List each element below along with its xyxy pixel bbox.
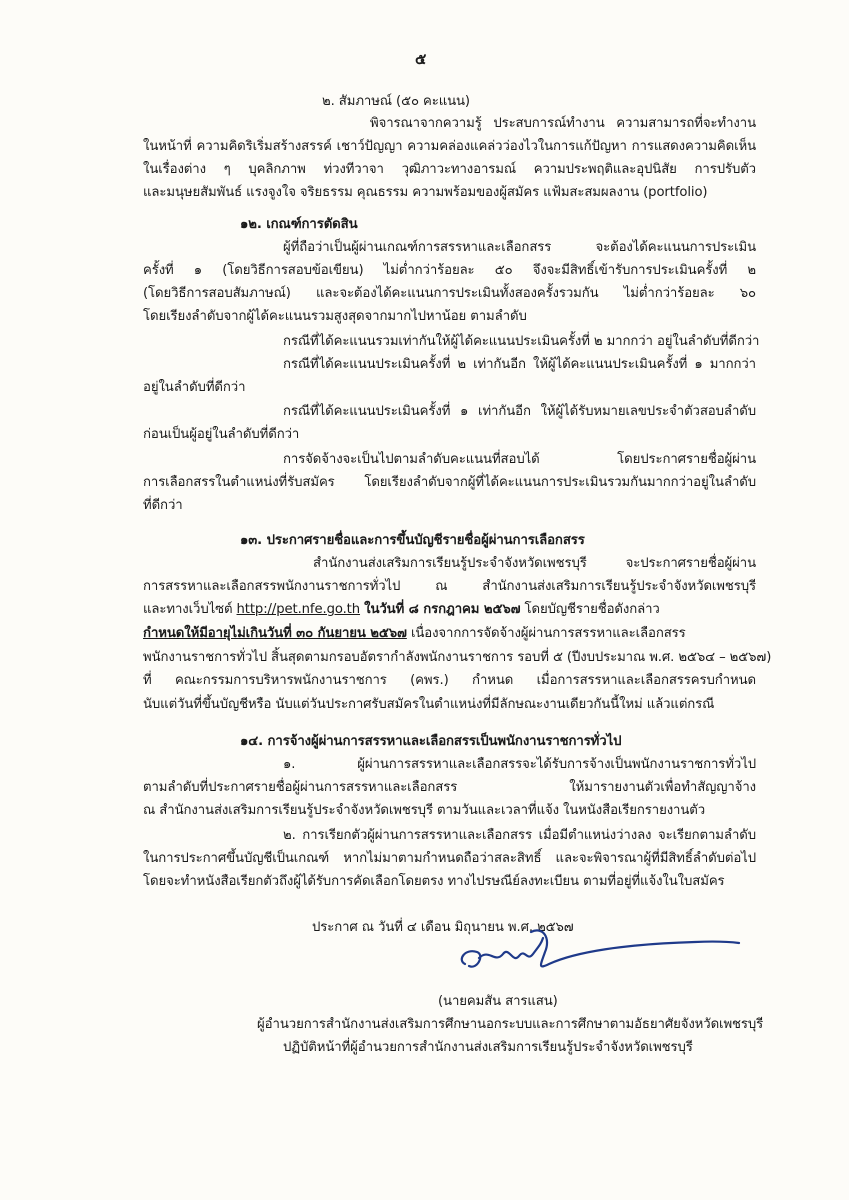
section-12-line-9: ก่อนเป็นผู้อยู่ในลำดับที่ดีกว่า [143,427,300,442]
page-number: ๕ [415,50,427,68]
interview-heading: ๒. สัมภาษณ์ (๕๐ คะแนน) [322,94,470,109]
validity-deadline: กำหนดให้มีอายุไม่เกินวันที่ ๓๐ กันยายน ๒๕๖๗ [143,626,407,641]
section-13-line-3 [143,599,660,621]
interview-line-2: ในหน้าที่ ความคิดริเริ่มสร้างสรรค์ เชาว์ปัญญา ความคล่องแคล่วว่องไวในการแก้ปัญหา การแสดงความคิดเห็น [143,139,756,154]
section-12-line-2: ครั้งที่ ๑ (โดยวิธีการสอบข้อเขียน) ไม่ต่ำกว่าร้อยละ ๕๐ จึงจะมีสิทธิ์เข้ารับการประเมินครั้งที่ ๒ [143,263,756,278]
section-12-line-11: การเลือกสรรในตำแหน่งที่รับสมัคร โดยเรียงลำดับจากผู้ที่ได้คะแนนการประเมินรวมกันมากกว่าอยู่ในลำดับ [143,475,756,490]
section-12-line-4: โดยเรียงลำดับจากผู้ได้คะแนนรวมสูงสุดจากมากไปหาน้อย ตามลำดับ [143,309,527,324]
signer-title-line-2: ปฏิบัติหน้าที่ผู้อำนวยการสำนักงานส่งเสริมการเรียนรู้ประจำจังหวัดเพชรบุรี [283,1040,693,1055]
section-14-line-4: ๒. การเรียกตัวผู้ผ่านการสรรหาและเลือกสรร เมื่อมีตำแหน่งว่างลง จะเรียกตามลำดับ [283,828,756,843]
section-12-line-12: ที่ดีกว่า [143,498,183,513]
interview-line-3: ในเรื่องต่าง ๆ บุคลิกภาพ ท่วงทีวาจา วุฒิภาวะทางอารมณ์ ความประพฤติและอุปนิสัย การปรับตัว [143,162,756,177]
section-14-line-1: ๑. ผู้ผ่านการสรรหาและเลือกสรรจะได้รับการจ้างเป็นพนักงานราชการทั่วไป [283,757,756,772]
announce-date: ในวันที่ ๘ กรกฎาคม ๒๕๖๗ [364,602,521,617]
section-13-line-1: สำนักงานส่งเสริมการเรียนรู้ประจำจังหวัดเพชรบุรี จะประกาศรายชื่อผู้ผ่าน [313,556,756,571]
signer-name: (นายคมสัน สารแสน) [438,994,558,1009]
section-12-line-5: กรณีที่ได้คะแนนรวมเท่ากันให้ผู้ได้คะแนนประเมินครั้งที่ ๒ มากกว่า อยู่ในลำดับที่ดีกว่า [283,334,760,349]
section-13-line-7: นับแต่วันที่ขึ้นบัญชีหรือ นับแต่วันประกาศรับสมัครในตำแหน่งที่มีลักษณะงานเดียวกันนี้ใหม่ แล้วแต่กรณี [143,697,715,712]
interview-line-1: พิจารณาจากความรู้ ประสบการณ์ทำงาน ความสามารถที่จะทำงาน [370,116,756,131]
section-13-line-2: การสรรหาและเลือกสรรพนักงานราชการทั่วไป ณ สำนักงานส่งเสริมการเรียนรู้ประจำจังหวัดเพชรบุรี [143,579,756,594]
website-suffix: โดยบัญชีรายชื่อดังกล่าว [524,602,660,617]
section-14-line-6: โดยจะทำหนังสือเรียกตัวถึงผู้ได้รับการคัดเลือกโดยตรง ทางไปรษณีย์ลงทะเบียน ตามที่อยู่ที่แจ้งในใบสมัคร [143,874,725,889]
section-13-line-6: ที่ คณะกรรมการบริหารพนักงานราชการ (คพร.) กำหนด เมื่อการสรรหาและเลือกสรรครบกำหนด [143,673,756,688]
section-12-line-7: อยู่ในลำดับที่ดีกว่า [143,380,246,395]
section-12-heading: ๑๒. เกณฑ์การตัดสิน [240,217,358,232]
section-14-line-2: ตามลำดับที่ประกาศรายชื่อผู้ผ่านการสรรหาและเลือกสรร ให้มารายงานตัวเพื่อทำสัญญาจ้าง [143,780,756,795]
website-prefix: และทางเว็บไซต์ [143,602,233,617]
section-13-heading: ๑๓. ประกาศรายชื่อและการขึ้นบัญชีรายชื่อผู้ผ่านการเลือกสรร [240,533,585,548]
signature-image [455,918,745,988]
section-12-line-8: กรณีที่ได้คะแนนประเมินครั้งที่ ๑ เท่ากันอีก ให้ผู้ได้รับหมายเลขประจำตัวสอบลำดับ [283,404,756,419]
section-12-line-10: การจัดจ้างจะเป็นไปตามลำดับคะแนนที่สอบได้ โดยประกาศรายชื่อผู้ผ่าน [283,452,756,467]
signer-title-line-1: ผู้อำนวยการสำนักงานส่งเสริมการศึกษานอกระบบและการศึกษาตามอัธยาศัยจังหวัดเพชรบุรี [257,1017,764,1032]
section-12-line-1: ผู้ที่ถือว่าเป็นผู้ผ่านเกณฑ์การสรรหาและเลือกสรร จะต้องได้คะแนนการประเมิน [283,240,756,255]
section-12-line-3: (โดยวิธีการสอบสัมภาษณ์) และจะต้องได้คะแนนการประเมินทั้งสองครั้งรวมกัน ไม่ต่ำกว่าร้อยละ ๖๐ [143,286,756,301]
section-13-line-5: พนักงานราชการทั่วไป สิ้นสุดตามกรอบอัตรากำลังพนักงานราชการ รอบที่ ๕ (ปีงบประมาณ พ.ศ. ๒๕๖๔ – ๒๕๖๗) [143,650,772,665]
section-14-line-5: ในการประกาศขึ้นบัญชีเป็นเกณฑ์ หากไม่มาตามกำหนดถือว่าสละสิทธิ์ และจะพิจารณาผู้ที่มีสิทธิ์ลำดับต่อไป [143,851,756,866]
website-link[interactable]: http://pet.nfe.go.th [236,602,361,617]
section-14-line-3: ณ สำนักงานส่งเสริมการเรียนรู้ประจำจังหวัดเพชรบุรี ตามวันและเวลาที่แจ้ง ในหนังสือเรียกรายงานตัว [143,803,706,818]
section-12-line-6: กรณีที่ได้คะแนนประเมินครั้งที่ ๒ เท่ากันอีก ให้ผู้ได้คะแนนประเมินครั้งที่ ๑ มากกว่า [283,357,756,372]
section-14-heading: ๑๔. การจ้างผู้ผ่านการสรรหาและเลือกสรรเป็นพนักงานราชการทั่วไป [240,734,622,749]
section-13-line-4 [143,623,686,645]
interview-line-4: และมนุษยสัมพันธ์ แรงจูงใจ จริยธรรม คุณธรรม ความพร้อมของผู้สมัคร แฟ้มสะสมผลงาน (portfolio) [143,185,708,200]
announcement-date-line: ประกาศ ณ วันที่ ๔ เดือน มิถุนายน พ.ศ. ๒๕๖๗ [312,920,574,935]
validity-reason: เนื่องจากการจัดจ้างผู้ผ่านการสรรหาและเลือกสรร [410,626,686,641]
